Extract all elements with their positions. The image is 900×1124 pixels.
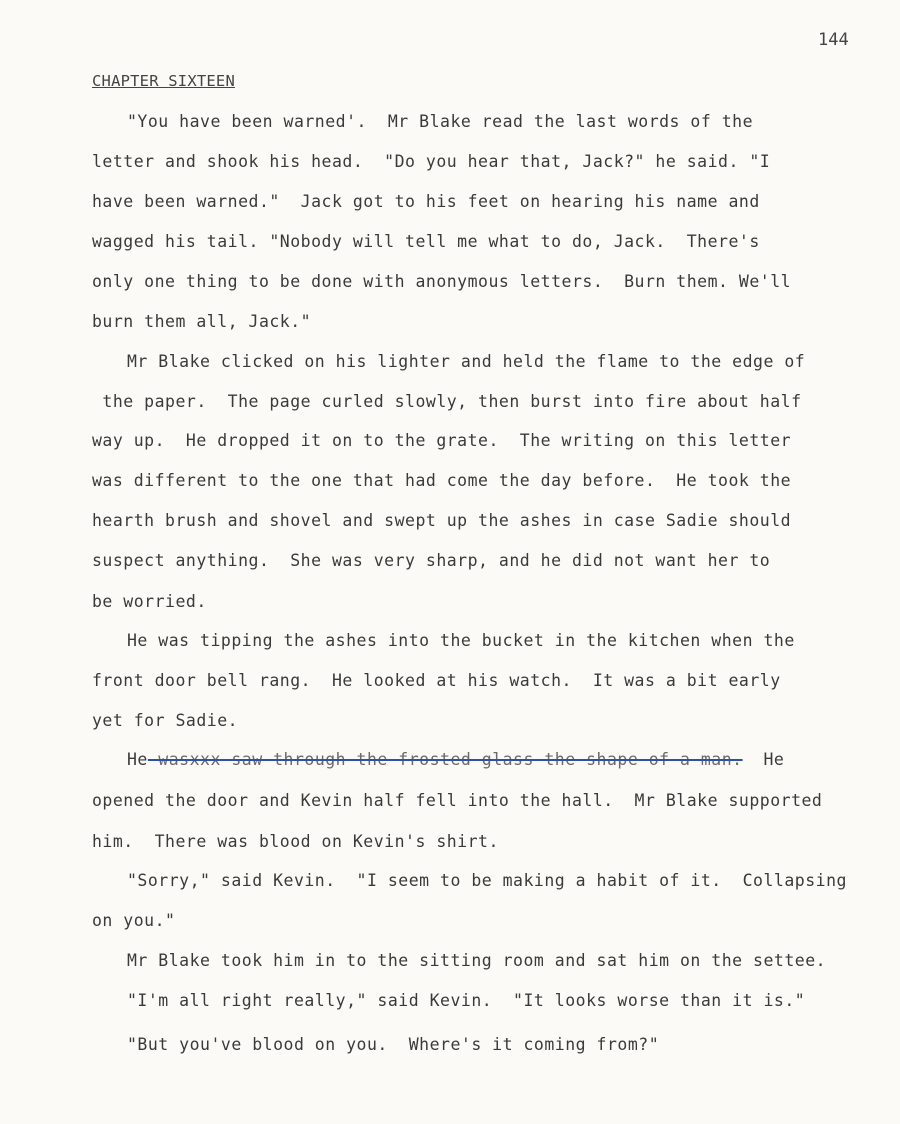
text-line: on you."	[92, 911, 176, 930]
text-line: "Sorry," said Kevin. "I seem to be making a habit of it. Collapsing	[127, 871, 847, 890]
text-line: wagged his tail. "Nobody will tell me what to do, Jack. There's	[92, 232, 760, 251]
text-line: way up. He dropped it on to the grate. The writing on this letter	[92, 431, 792, 450]
text-line: suspect anything. She was very sharp, and he did not want her to	[92, 551, 771, 570]
text-line: hearth brush and shovel and swept up the ashes in case Sadie should	[92, 511, 792, 530]
struck-line	[127, 750, 784, 770]
text-line: "I'm all right really," said Kevin. "It looks worse than it is."	[127, 991, 806, 1010]
text-line: letter and shook his head. "Do you hear that, Jack?" he said. "I	[92, 152, 771, 171]
text-line: He was tipping the ashes into the bucket in the kitchen when the	[127, 631, 795, 650]
text-line: "But you've blood on you. Where's it coming from?"	[127, 1035, 660, 1054]
text-line: only one thing to be done with anonymous letters. Burn them. We'll	[92, 272, 792, 291]
page-number: 144	[818, 30, 849, 50]
text-line: was different to the one that had come the day before. He took the	[92, 471, 792, 490]
text-fragment: He	[127, 750, 148, 769]
text-line: Mr Blake clicked on his lighter and held the flame to the edge of	[127, 352, 806, 371]
text-line: be worried.	[92, 592, 207, 611]
text-line: yet for Sadie.	[92, 711, 239, 730]
text-line: burn them all, Jack."	[92, 312, 312, 331]
text-fragment: He	[742, 750, 785, 769]
text-line: "You have been warned'. Mr Blake read the last words of the	[127, 112, 754, 131]
text-line: Mr Blake took him in to the sitting room and sat him on the settee.	[127, 951, 827, 970]
chapter-heading: CHAPTER SIXTEEN	[92, 72, 235, 90]
text-line: him. There was blood on Kevin's shirt.	[92, 832, 499, 851]
struck-out-text: wasxxx saw through the frosted glass the shape of a man.	[147, 750, 743, 769]
text-line: have been warned." Jack got to his feet on hearing his name and	[92, 192, 760, 211]
text-line: the paper. The page curled slowly, then burst into fire about half	[92, 392, 802, 411]
text-line: front door bell rang. He looked at his watch. It was a bit early	[92, 671, 781, 690]
text-line: opened the door and Kevin half fell into the hall. Mr Blake supported	[92, 791, 823, 810]
